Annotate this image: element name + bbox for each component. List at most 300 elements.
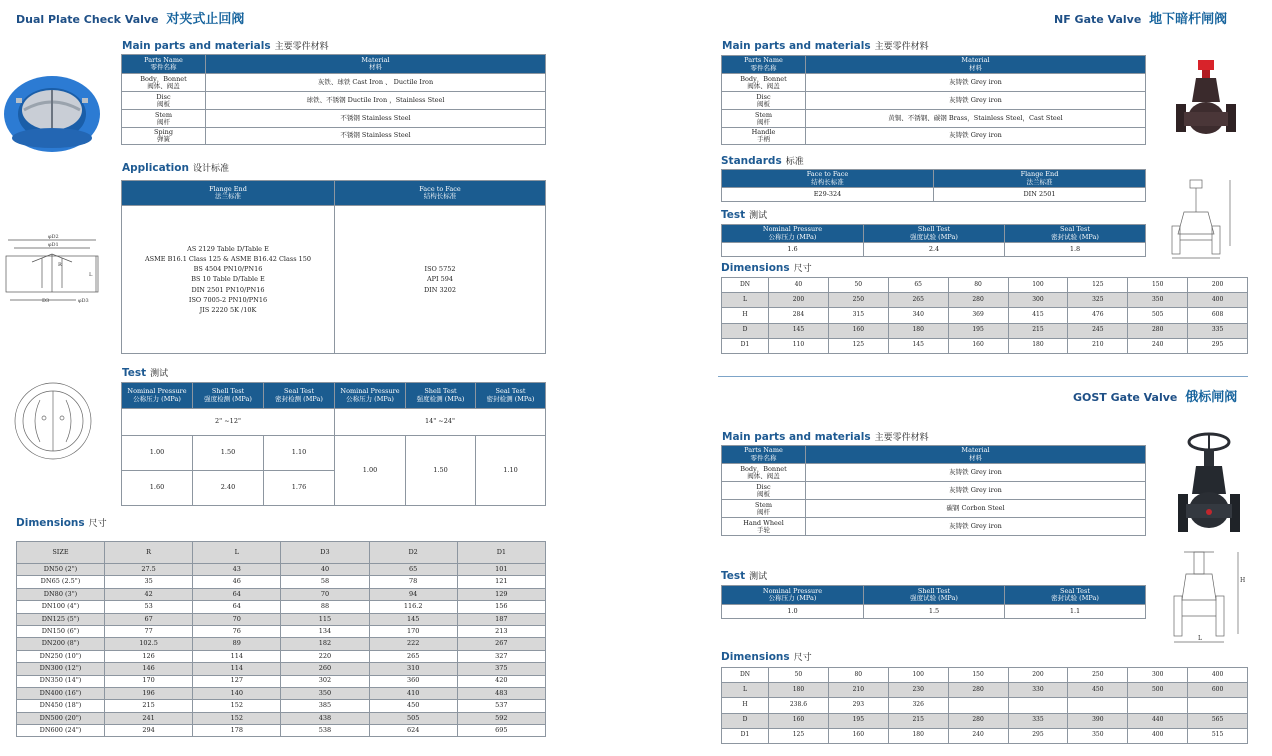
table-cell: 265 [369,650,457,662]
part-material: 球铁、不锈钢 Ductile Iron ，Stainless Steel [206,92,546,110]
table-cell: 42 [105,588,193,600]
nf-gate-valve-photo [1174,56,1238,152]
part-name: Hand Wheel 手轮 [722,518,806,536]
table-cell: 265 [888,293,948,308]
table-row [17,613,546,625]
row-label: DN300 (12") [17,663,105,675]
table-row [17,576,546,588]
part-material: 灰铸铁 Grey iron [806,518,1146,536]
table-cell: 182 [281,638,369,650]
col-material: Material 材料 [806,446,1146,464]
part-name: Body，Bonnet 阀体、阀盖 [122,74,206,92]
table-cell: 40 [769,278,829,293]
table-row [17,725,546,737]
table-cell: 410 [369,687,457,699]
drawing-label-d3: φD3 [78,298,89,304]
col-material: Material 材料 [206,55,546,74]
application-table [121,180,546,354]
table-cell: 222 [369,638,457,650]
part-name: Disc 阀板 [722,92,806,110]
dual-plate-front-view-drawing [10,380,96,462]
table-cell: 145 [769,323,829,338]
test-value: 1.0 [722,605,864,619]
part-name: Body，Bonnet 阀体、阀盖 [722,464,806,482]
nf-dimensions-heading [721,261,812,274]
table-cell: 200 [1008,668,1068,683]
page-title-dual-plate [16,8,244,27]
row-label: L [722,683,769,698]
size-range: 14" ~24" [335,409,546,436]
table-cell: 180 [769,683,829,698]
table-cell: 300 [1008,293,1068,308]
table-cell: 100 [888,668,948,683]
drawing-label-d2: φD2 [48,234,59,240]
heading-en: Test [721,570,746,582]
table-cell: 195 [948,323,1008,338]
heading-cn: 测试 [150,369,169,379]
heading-cn: 尺寸 [793,264,812,274]
table-cell [1068,698,1128,713]
col-flange-end: Flange End 法兰标准 [122,181,335,206]
table-cell: 240 [1128,338,1188,353]
table-cell: 200 [1188,278,1248,293]
part-material: 灰铸铁 Grey iron [806,464,1146,482]
part-material: 不锈钢 Stainless Steel [206,128,546,145]
col-shell-test: Shell Test 强度检测 (MPa) [406,383,476,409]
part-name: Disc 阀板 [122,92,206,110]
table-cell: 64 [193,588,281,600]
part-name: Stem 阀杆 [122,110,206,128]
table-row [17,700,546,712]
heading-cn: 测试 [749,572,768,582]
heading-en: Test [721,209,746,221]
col-nominal-pressure: Nominal Pressure 公称压力 (MPa) [335,383,406,409]
col-nominal-pressure: Nominal Pressure 公称压力 (MPa) [122,383,193,409]
row-label: DN [722,278,769,293]
nf-test-heading [721,208,767,221]
part-material: 碳钢 Corbon Steel [806,500,1146,518]
title-cn: 地下暗杆闸阀 [1149,12,1228,27]
dual-plate-check-valve-photo [2,72,102,154]
gost-main-parts-heading [722,430,929,443]
table-cell: 565 [1188,713,1248,728]
drawing-label-d3b: D3 [42,298,50,304]
table-cell: 210 [1068,338,1128,353]
table-cell: 114 [193,663,281,675]
table-cell: 238.6 [769,698,829,713]
table-cell: 245 [1068,323,1128,338]
col-material: Material 材料 [806,56,1146,74]
section-divider [718,376,1248,377]
test-value: 1.5 [864,605,1005,619]
table-cell: 230 [888,683,948,698]
table-cell: 360 [369,675,457,687]
col-parts-name: Parts Name 零件名称 [722,56,806,74]
test-value: 1.8 [1005,243,1146,257]
table-cell: 196 [105,687,193,699]
table-cell: 390 [1068,713,1128,728]
table-cell: 280 [948,713,1008,728]
col-d2: D2 [369,542,457,564]
row-label: DN80 (3") [17,588,105,600]
table-cell: 280 [1128,323,1188,338]
heading-cn: 设计标准 [192,164,229,174]
table-cell [1188,698,1248,713]
table-cell: 325 [1068,293,1128,308]
heading-cn: 测试 [749,211,768,221]
table-cell: 101 [457,564,545,576]
col-size: SIZE [17,542,105,564]
heading-en: Main parts and materials [122,40,271,52]
table-cell: 400 [1128,728,1188,743]
table-cell: 187 [457,613,545,625]
col-shell-test: Shell Test 强度检测 (MPa) [193,383,264,409]
row-label: H [722,308,769,323]
nf-main-parts-table [721,55,1146,145]
table-cell: 150 [948,668,1008,683]
part-name: Disc 阀板 [722,482,806,500]
table-cell: 35 [105,576,193,588]
table-cell: 415 [1008,308,1068,323]
drawing-label-d1: φD1 [48,242,59,248]
row-label: DN350 (14") [17,675,105,687]
row-label: L [722,293,769,308]
table-cell: 369 [948,308,1008,323]
standard-value: E29-324 [722,188,934,202]
row-label: DN200 (8") [17,638,105,650]
table-row [722,308,1248,323]
table-cell: 310 [369,663,457,675]
heading-cn: 尺寸 [793,653,812,663]
table-cell [1008,698,1068,713]
table-cell: 450 [1068,683,1128,698]
test-value: 1.10 [476,436,546,506]
heading-cn: 主要零件材料 [274,42,329,52]
part-material: 灰铸铁 Grey iron [806,128,1146,145]
row-label: H [722,698,769,713]
table-cell: 121 [457,576,545,588]
application-heading [122,161,229,174]
heading-cn: 尺寸 [88,519,107,529]
table-cell: 280 [948,293,1008,308]
table-row [722,338,1248,353]
nf-standards-table [721,169,1146,202]
test-heading [122,366,168,379]
table-cell: 241 [105,712,193,724]
table-cell: 178 [193,725,281,737]
table-cell: 170 [369,625,457,637]
gost-dimensions-table [721,667,1248,744]
table-cell: 80 [828,668,888,683]
table-cell: 330 [1008,683,1068,698]
heading-en: Main parts and materials [722,431,871,443]
table-cell: 67 [105,613,193,625]
test-value: 1.76 [264,471,335,506]
table-cell: 215 [1008,323,1068,338]
table-row [17,712,546,724]
table-cell: 64 [193,601,281,613]
table-cell: 76 [193,625,281,637]
table-cell: 50 [828,278,888,293]
table-cell: 80 [948,278,1008,293]
table-cell: 195 [828,713,888,728]
table-cell: 600 [1188,683,1248,698]
col-nominal-pressure: Nominal Pressure 公称压力 (MPa) [722,225,864,243]
table-cell: 350 [281,687,369,699]
col-l: L [193,542,281,564]
col-seal-test: Seal Test 密封检测 (MPa) [476,383,546,409]
table-cell: 126 [105,650,193,662]
heading-en: Dimensions [16,517,85,529]
table-cell: 315 [828,308,888,323]
table-cell: 335 [1188,323,1248,338]
row-label: DN50 (2") [17,564,105,576]
table-cell: 170 [105,675,193,687]
title-cn: 对夹式止回阀 [166,12,245,27]
heading-en: Main parts and materials [722,40,871,52]
table-row [17,601,546,613]
table-cell: 350 [1068,728,1128,743]
page-title-nf-gate-valve [1054,8,1227,27]
nf-dimensions-table [721,277,1248,354]
table-cell: 483 [457,687,545,699]
table-cell: 160 [828,323,888,338]
standard-value: DIN 2501 [934,188,1146,202]
row-label: D [722,713,769,728]
table-cell [948,698,1008,713]
part-material: 不锈钢 Stainless Steel [206,110,546,128]
test-value: 1.00 [335,436,406,506]
table-cell: 215 [888,713,948,728]
col-flange-end: Flange End 法兰标准 [934,170,1146,188]
table-cell: 180 [1008,338,1068,353]
row-label: DN150 (6") [17,625,105,637]
table-cell: 145 [888,338,948,353]
heading-en: Application [122,162,189,174]
title-en: GOST Gate Valve [1073,391,1178,404]
heading-cn: 主要零件材料 [874,42,929,52]
col-face-to-face: Face to Face 结构长标准 [335,181,546,206]
table-row [722,698,1248,713]
face-standards: ISO 5752 API 594 DIN 3202 [335,206,546,354]
table-cell: 240 [948,728,1008,743]
table-cell: 53 [105,601,193,613]
table-cell: 134 [281,625,369,637]
part-name: Sping 弹簧 [122,128,206,145]
table-cell [1128,698,1188,713]
table-cell: 505 [369,712,457,724]
nf-standards-heading [721,154,804,167]
part-material: 灰铸铁 Grey iron [806,74,1146,92]
test-value: 1.50 [406,436,476,506]
row-label: DN600 (24") [17,725,105,737]
table-cell: 115 [281,613,369,625]
table-cell: 302 [281,675,369,687]
row-label: DN250 (10") [17,650,105,662]
table-cell: 156 [457,601,545,613]
part-material: 灰铁、球铁 Cast Iron 、 Ductile Iron [206,74,546,92]
table-cell: 220 [281,650,369,662]
table-cell: 385 [281,700,369,712]
table-cell: 125 [769,728,829,743]
table-cell: 250 [1068,668,1128,683]
title-en: NF Gate Valve [1054,13,1142,26]
test-table [121,382,546,506]
part-name: Handle 手柄 [722,128,806,145]
table-row [17,675,546,687]
table-cell: 129 [457,588,545,600]
table-row [17,564,546,576]
gost-gate-valve-photo [1176,432,1242,540]
table-cell: 46 [193,576,281,588]
table-row [17,625,546,637]
part-name: Stem 阀杆 [722,500,806,518]
table-cell: 210 [828,683,888,698]
table-cell: 70 [193,613,281,625]
row-label: D1 [722,728,769,743]
table-cell: 294 [105,725,193,737]
col-shell-test: Shell Test 强度试验 (MPa) [864,586,1005,605]
dual-plate-check-valve-drawing [2,228,100,308]
drawing-label-l: L [89,272,93,278]
table-cell: 40 [281,564,369,576]
table-row [722,683,1248,698]
table-cell: 476 [1068,308,1128,323]
table-cell: 440 [1128,713,1188,728]
table-cell: 375 [457,663,545,675]
table-cell: 89 [193,638,281,650]
flange-standards: AS 2129 Table D/Table E ASME B16.1 Class 125 & ASME B16.42 Class 150 BS 4504 PN10/PN16 BS 10 Table D/Table E DIN 2501 PN10/PN16 ISO 7005-2 PN10/PN16 JIS 2220 5K /10K [122,206,335,354]
drawing-label-l: L [1198,635,1202,642]
nf-gate-valve-drawing [1170,176,1254,262]
table-row [722,323,1248,338]
table-cell: 152 [193,700,281,712]
test-value: 1.1 [1005,605,1146,619]
table-cell: 140 [193,687,281,699]
table-cell: 300 [1128,668,1188,683]
test-value: 1.6 [722,243,864,257]
drawing-label-h: H [1240,577,1246,584]
table-row [722,728,1248,743]
row-label: DN100 (4") [17,601,105,613]
table-cell: 438 [281,712,369,724]
table-cell: 213 [457,625,545,637]
table-row [17,650,546,662]
drawing-label-r: R [58,262,62,268]
table-cell: 77 [105,625,193,637]
table-cell: 400 [1188,293,1248,308]
table-cell: 340 [888,308,948,323]
table-row [722,713,1248,728]
table-cell: 125 [828,338,888,353]
table-cell: 608 [1188,308,1248,323]
row-label: D1 [722,338,769,353]
gost-test-heading [721,569,767,582]
table-cell: 94 [369,588,457,600]
table-cell: 267 [457,638,545,650]
table-cell: 200 [769,293,829,308]
table-cell: 215 [105,700,193,712]
part-material: 黄铜、不锈钢、碳钢 Brass，Stainless Steel，Cast Steel [806,110,1146,128]
table-cell: 500 [1128,683,1188,698]
col-parts-name: Parts Name 零件名称 [122,55,206,74]
main-parts-table [121,54,546,145]
table-cell: 350 [1128,293,1188,308]
row-label: DN125 (5") [17,613,105,625]
table-cell: 27.5 [105,564,193,576]
table-row [722,278,1248,293]
table-cell: 78 [369,576,457,588]
table-cell: 65 [888,278,948,293]
table-row [17,588,546,600]
part-material: 灰铸铁 Grey iron [806,482,1146,500]
table-cell: 293 [828,698,888,713]
test-value: 2.40 [193,471,264,506]
page-title-gost-gate-valve [1073,386,1237,405]
table-cell: 450 [369,700,457,712]
table-cell: 592 [457,712,545,724]
table-cell: 127 [193,675,281,687]
table-row [722,668,1248,683]
table-cell: 326 [888,698,948,713]
table-cell: 537 [457,700,545,712]
table-cell: 58 [281,576,369,588]
table-cell: 50 [769,668,829,683]
gost-main-parts-table [721,445,1146,536]
col-d1: D1 [457,542,545,564]
table-cell: 88 [281,601,369,613]
table-cell: 538 [281,725,369,737]
row-label: DN500 (20") [17,712,105,724]
table-cell: 515 [1188,728,1248,743]
col-shell-test: Shell Test 强度试验 (MPa) [864,225,1005,243]
table-row [17,687,546,699]
table-cell: 260 [281,663,369,675]
heading-en: Dimensions [721,262,790,274]
table-cell: 505 [1128,308,1188,323]
table-cell: 295 [1008,728,1068,743]
col-seal-test: Seal Test 密封试验 (MPa) [1005,225,1146,243]
table-cell: 335 [1008,713,1068,728]
table-cell: 180 [888,323,948,338]
test-value: 1.50 [193,436,264,471]
main-parts-heading [122,39,329,52]
row-label: DN65 (2.5") [17,576,105,588]
table-row [17,638,546,650]
heading-cn: 标准 [785,157,804,167]
gost-gate-valve-drawing [1170,546,1254,646]
table-cell: 125 [1068,278,1128,293]
col-parts-name: Parts Name 零件名称 [722,446,806,464]
table-cell: 280 [948,683,1008,698]
table-cell: 160 [948,338,1008,353]
table-cell: 295 [1188,338,1248,353]
test-value: 1.00 [122,436,193,471]
row-label: DN400 (16") [17,687,105,699]
size-range: 2" ~12" [122,409,335,436]
gost-test-table [721,585,1146,619]
table-cell: 160 [769,713,829,728]
col-face-to-face: Face to Face 结构长标准 [722,170,934,188]
table-cell: 65 [369,564,457,576]
table-cell: 284 [769,308,829,323]
heading-cn: 主要零件材料 [874,433,929,443]
table-row [17,663,546,675]
part-name: Body，Bonnet 阀体、阀盖 [722,74,806,92]
col-seal-test: Seal Test 密封试验 (MPa) [1005,586,1146,605]
col-nominal-pressure: Nominal Pressure 公称压力 (MPa) [722,586,864,605]
table-cell: 420 [457,675,545,687]
